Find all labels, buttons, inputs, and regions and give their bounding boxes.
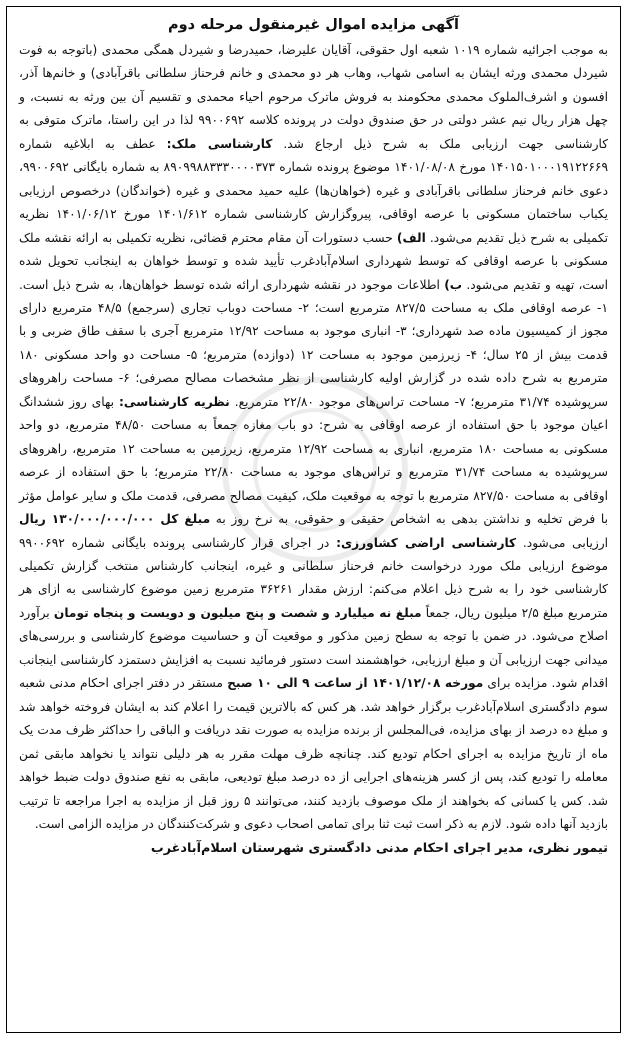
valuation-text: ارزیابی می‌شود. bbox=[516, 535, 608, 550]
notice-title: آگهی مزایده اموال غیرمنقول مرحله دوم bbox=[168, 17, 459, 33]
auction-date: مورخه ۱۴۰۱/۱۲/۰۸ از ساعت ۹ الی ۱۰ صبح bbox=[227, 676, 484, 691]
notice-box bbox=[6, 6, 621, 1033]
opinion-text: بهای روز ششدانگ اعیان موجود با حق استفاده از عرصه اوقافی به شرح: دو باب مغازه جمعاً به مساحت ۴۸/۵۰ مترمربع، دو واحد مسکونی به مساحت ۱۸۰ مترمربع، انباری به مساحت ۱۲/۹۲ مترمربع، زیرزمین به مساحت ۱۲ مترمربع، راهروهای سرپوشیده به مساحت ۳۱/۷۴ مترمربع و تراس‌های موجود به مساحت ۲۲/۸۰ مترمربع؛ با حق استفاده از عرصه اوقافی به مساحت ۸۲۷/۵۰ مترمربع با توجه به موقعیت ملک، کیفیت مصالح مصرفی، قدمت ملک و سایر عوامل مؤثر با فرض تخلیه و نداشتن بدهی به اشخاص حقیقی و حقوقی، به نرخ روز به bbox=[19, 394, 609, 527]
agri-text: در اجرای قرار کارشناسی پرونده بایگانی شماره ۹۹۰۰۶۹۲ موضوع ارزیابی ملک مورد درخواست خانم فرحناز سلطانی و غیره، اینجانب کارشناس منتخب گزارش تکمیلی کارشناسی خود را به شرح ذیل اعلام می‌کنم: ارزش مقدار ۳۶۲۶۱ مترمربع زمین موضوع کارشناسی به ازای هر مترمربع مبلغ ۲/۵ میلیون ریال، جمعاً bbox=[19, 535, 608, 620]
auction-terms-text: مستقر در دفتر اجرای احکام مدنی شعبه سوم دادگستری اسلام‌آبادغرب برگزار خواهد شد. هر کس که بالاترین قیمت را اعلام کند به ایشان فروخته خواهد شد و مبلغ ده درصد از بهای مزایده، فی‌المجلس از برنده مزایده به صورت نقد دریافت و الباقی را حداکثر ظرف مدت یک ماه از تاریخ مزایده به اجرای احکام تودیع کند. چنانچه ظرف مهلت مقرر به هر دلیلی نتواند یا نخواهد مابقی ثمن معامله را تودیع کند، پس از کسر هزینه‌های اجرایی از ده درصد مبلغ تودیعی، مابقی به نفع صندوق دولت ضبط خواهد شد. کس یا کسانی که بخواهند از ملک موصوف بازدید کنند، می‌توانند ۵ روز قبل از مزایده به اجرا مراجعه تا ترتیب بازدید آنها داده شود. لازم به ذکر است ثبت ثنا برای تمامی اصحاب دعوی و شرکت‌کنندگان در مزایده الزامی است. bbox=[19, 676, 608, 831]
section-be-label: ب) bbox=[444, 277, 463, 292]
opinion-label: نظریه کارشناسی: bbox=[119, 394, 230, 409]
signature: تیمور نظری، مدیر اجرای احکام مدنی دادگستری شهرستان اسلام‌آبادغرب bbox=[150, 841, 608, 857]
expert-text: عطف به ابلاغیه شماره ۱۴۰۱۵۰۱۰۰۰۱۹۱۲۲۶۶۹ مورخ ۱۴۰۱/۰۸/۰۸ موضوع پرونده شماره ۸۹۰۹۹۸۸۳۳۳۰۰۰۰۳۷۳ به شماره بایگانی ۹۹۰۰۶۹۲، دعوی خانم فرحناز سلطانی باقرآبادی و غیره (خواهان‌ها) علیه حمید محمدی و غیره (خواندگان) درخصوص ارزیابی یکباب ساختمان مسکونی با عرصه اوقافی، پیروگزارش کارشناسی شماره ۱۴۰۱/۶۱۲ مورخ ۱۴۰۱/۰۶/۱۲ نظریه تکمیلی به شرح ذیل تقدیم می‌شود. bbox=[19, 136, 609, 245]
notice-body bbox=[19, 39, 608, 836]
total-amount: مبلغ کل ۱۳۰/۰۰۰/۰۰۰/۰۰۰ ریال bbox=[19, 512, 211, 527]
section-alef-text: حسب دستورات آن مقام محترم قضائی، نظریه تکمیلی به ارائه نقشه ملک مسکونی با عرصه اوقافی که توسط شهرداری اسلام‌آبادغرب تأیید شده و توسط خواهان به اینجانب تحویل شده است، تهیه و تقدیم می‌شود. bbox=[19, 230, 608, 292]
auction-intro-text: برآورد اصلاح می‌شود. در ضمن با توجه به سطح زمین مذکور و موقعیت آن و حساسیت موضوع کارشناسی و بررسی‌های میدانی جهت ارزیابی آن و مبلغ ارزیابی، خواهشمند است دستور فرمائید نسبت به افزایش دستمزد کارشناسی اینجانب اقدام شود. مزایده برای bbox=[19, 605, 608, 691]
expert-label: کارشناسی ملک: bbox=[166, 136, 273, 151]
intro-text: به موجب اجرائیه شماره ۱۰۱۹ شعبه اول حقوقی، آقایان علیرضا، حمیدرضا و شیردل همگی محمدی (باتوجه به فوت شیردل محمدی ورثه ایشان به اسامی شهاب، وهاب هر دو محمدی و خانم فرحناز سلطانی باقرآبادی) و خانم‌ها آذر، افسون و اشرف‌الملوک محمدی محکومند به فروش ماترک مرحوم احیاء محمدی و تقسیم آن بین ورثه به نسبت، و چهل هزار ریال نیم عشر دولتی در حق صندوق دولت در پرونده کلاسه ۹۹۰۰۶۹۲ لذا در این راستا، ماترک متوفی به کارشناسی جهت ارزیابی ملک به شرح ذیل ارجاع شد. bbox=[19, 43, 609, 151]
agri-label: کارشناسی اراضی کشاورزی: bbox=[336, 535, 517, 550]
section-alef-label: الف) bbox=[396, 230, 426, 245]
land-amount: مبلغ نه میلیارد و شصت و پنج میلیون و دویست و پنجاه تومان bbox=[53, 605, 422, 620]
section-be-text: اطلاعات موجود در نقشه شهرداری ارائه شده توسط خواهان‌ها، به شرح ذیل است. ۱- عرصه اوقافی ملک به مساحت ۸۲۷/۵ مترمربع است؛ ۲- مساحت دوباب تجاری (سرجمع) ۴۸/۵ مترمربع دارای مجوز از کمیسیون ماده صد شهرداری؛ ۳- انباری موجود به مساحت ۱۲/۹۲ مترمربع آجری با سقف طاق ضربی و با قدمت بیش از ۲۵ سال؛ ۴- زیرزمین موجود به مساحت ۱۲ (دوازده) مترمربع؛ ۵- مساحت دو واحد مسکونی ۱۸۰ مترمربع به شرح داده شده در گزارش اولیه کارشناسی از نظر مشخصات مصالح مصرفی؛ ۶- مساحت راهروهای سرپوشیده ۳۱/۷۴ مترمربع؛ ۷- مساحت تراس‌های موجود ۲۲/۸۰ مترمربع. bbox=[19, 277, 609, 409]
